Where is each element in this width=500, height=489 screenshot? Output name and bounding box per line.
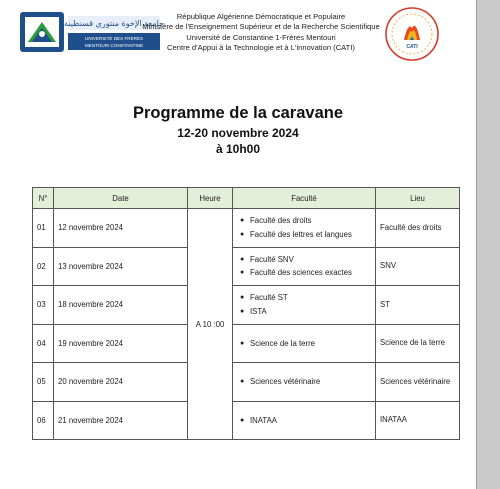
row-faculte bbox=[233, 363, 376, 402]
header-line-1: République Algérienne Démocratique et Populaire bbox=[176, 12, 346, 21]
row-lieu: SNV bbox=[376, 247, 460, 286]
program-dates: 12-20 novembre 2024 bbox=[177, 126, 299, 140]
column-header-date: Date bbox=[54, 188, 188, 209]
bullet-icon: ● bbox=[240, 378, 245, 385]
bullet-icon: ● bbox=[240, 294, 245, 302]
table-row bbox=[33, 209, 460, 248]
row-date: 18 novembre 2024 bbox=[54, 286, 188, 325]
faculte-item: ● Faculté SNV bbox=[237, 253, 371, 267]
faculte-item: ● Science de la terre bbox=[237, 337, 371, 351]
row-number: 01 bbox=[33, 209, 54, 248]
header-line-3: Université de Constantine 1-Frères Mentouri bbox=[186, 32, 336, 42]
column-header-num: N° bbox=[33, 188, 54, 209]
row-date: 21 novembre 2024 bbox=[54, 401, 188, 440]
column-header-heure: Heure bbox=[188, 188, 233, 209]
row-faculte bbox=[233, 401, 376, 440]
bullet-icon: ● bbox=[240, 339, 245, 347]
table-row bbox=[33, 401, 460, 440]
row-faculte bbox=[233, 286, 376, 325]
time-cell: A 10 :00 bbox=[188, 209, 233, 440]
page-title: Programme de la caravane bbox=[132, 104, 344, 122]
cati-logo bbox=[384, 6, 440, 62]
faculte-item: ● Faculté ST bbox=[237, 291, 371, 305]
program-time: à 10h00 bbox=[215, 142, 261, 156]
row-number: 04 bbox=[33, 324, 54, 363]
row-lieu: Science de la terre bbox=[376, 324, 460, 363]
cati-logo-text: CATI bbox=[406, 44, 418, 50]
faculte-item: ● Faculté des droits bbox=[237, 214, 371, 228]
row-lieu: Faculté des droits bbox=[376, 209, 460, 248]
row-faculte bbox=[233, 247, 376, 286]
table-row bbox=[33, 324, 460, 363]
logo-latin-text-1: UNIVERSITÉ DES FRÈRES bbox=[84, 36, 144, 41]
bullet-icon: ● bbox=[240, 269, 245, 277]
row-date: 13 novembre 2024 bbox=[54, 247, 188, 286]
row-lieu: INATAA bbox=[376, 401, 460, 440]
table-row bbox=[33, 286, 460, 325]
faculte-item: ● ISTA bbox=[237, 305, 371, 319]
column-header-lieu: Lieu bbox=[376, 188, 460, 209]
row-number: 05 bbox=[33, 363, 54, 402]
row-lieu: ST bbox=[376, 286, 460, 325]
row-number: 06 bbox=[33, 401, 54, 440]
faculte-item: ● Faculté des sciences exactes bbox=[237, 266, 371, 280]
bullet-icon: ● bbox=[240, 217, 245, 225]
row-date: 20 novembre 2024 bbox=[54, 363, 188, 402]
header-line-2: Ministère de l'Enseignement Supérieur et de la Recherche Scientifique bbox=[142, 22, 380, 32]
schedule-table bbox=[32, 187, 460, 440]
table-row bbox=[33, 363, 460, 402]
faculte-item: ● Sciences vétérinaire bbox=[237, 375, 371, 389]
row-number: 02 bbox=[33, 247, 54, 286]
logo-arabic-text: جامعة الإخوة منتوري قسنطينة bbox=[64, 19, 164, 28]
faculte-item: ● Faculté des lettres et langues bbox=[237, 228, 371, 242]
column-header-faculte: Faculté bbox=[233, 188, 376, 209]
row-faculte bbox=[233, 324, 376, 363]
row-number: 03 bbox=[33, 286, 54, 325]
faculte-item: ● INATAA bbox=[237, 414, 371, 428]
header-line-4: Centre d'Appui à la Technologie et à L'innovation (CATI) bbox=[167, 43, 355, 53]
row-date: 12 novembre 2024 bbox=[54, 209, 188, 248]
logo-latin-text-2: MENTOURI CONSTANTINE bbox=[84, 43, 144, 48]
bullet-icon: ● bbox=[240, 255, 245, 263]
table-row bbox=[33, 247, 460, 286]
row-faculte bbox=[233, 209, 376, 248]
row-date: 19 novembre 2024 bbox=[54, 324, 188, 363]
bullet-icon: ● bbox=[240, 416, 245, 424]
bullet-icon: ● bbox=[240, 230, 245, 238]
row-lieu: Sciences vétérinaire bbox=[376, 363, 460, 402]
table-header-row bbox=[33, 188, 460, 209]
institution-header bbox=[128, 12, 394, 54]
bullet-icon: ● bbox=[240, 307, 245, 315]
